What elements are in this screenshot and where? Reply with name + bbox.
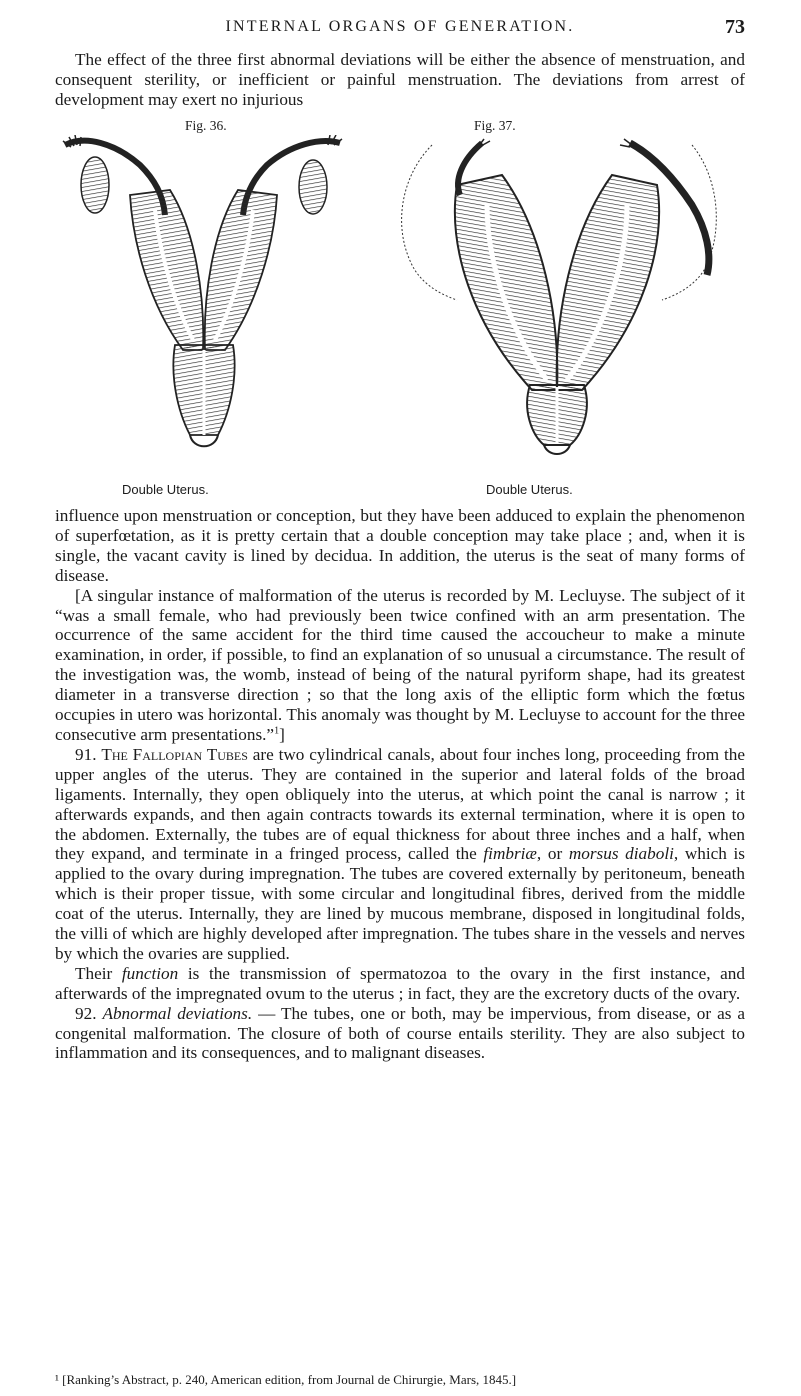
term-function: function bbox=[121, 963, 179, 983]
lecluyse-paragraph-close: ] bbox=[279, 724, 285, 744]
section-91-heading: The Fallopian Tubes bbox=[101, 744, 248, 764]
section-91-text-a: are two cylindrical canals, about four inches long, proceeding from the upper angles of the uterus. They are contained in the superior and lateral folds of the broad ligaments. Internally, they open obliquely into the uterus, at which point the canal is narrow ; it afterwards expands, and then again contracts towards its external termination, where it is open to the abdomen. Externally, the tubes are of equal thickness for about three inches and a half, when they expand, and terminate in a fringed process, called the bbox=[55, 744, 745, 864]
page-header bbox=[55, 16, 745, 40]
abnormal-deviations-paragraph bbox=[55, 1004, 745, 1064]
lecluyse-paragraph-text: [A singular instance of malformation of the uterus is recorded by M. Lecluyse. The subject of it “was a small female, who had previously been twice confined with an arm presentation. The occurrence of the same accident for the third time caused the accoucheur to make a minute examination, in order, if possible, to find an explanation of so unusual a circumstance. The result of the investigation was, the womb, instead of being of the natural pyriform shape, had its greatest diameter in a transverse direction ; so that the long axis of the elliptic form which the fœtus occupies in utero was horizontal. This anomaly was thought by M. Lecluyse to account for the three consecutive arm presentations.” bbox=[55, 585, 745, 744]
lecluyse-paragraph bbox=[55, 586, 745, 745]
section-91-text-or: , or bbox=[536, 844, 569, 864]
running-head: INTERNAL ORGANS OF GENERATION. bbox=[225, 18, 575, 35]
footnote-reference: 1 bbox=[274, 725, 280, 737]
term-fimbriae: fimbriæ bbox=[483, 844, 537, 864]
body-text bbox=[55, 506, 745, 1063]
figure-36-label: Fig. 36. bbox=[185, 118, 227, 133]
page-number: 73 bbox=[725, 16, 745, 38]
figure-36-double-uterus-illustration bbox=[55, 135, 350, 470]
continuation-paragraph: influence upon menstruation or conception, but they have been adduced to explain the phenomenon of superfœtation, as it is pretty certain that a double conception may take place ; and, when it is single, the vacant cavity is lined by decidua. In addition, the uterus is the seat of many forms of disease. bbox=[55, 506, 745, 585]
fallopian-tubes-paragraph bbox=[55, 745, 745, 964]
figure-37-double-uterus-illustration bbox=[362, 135, 752, 470]
term-morsus-diaboli: morsus diaboli bbox=[568, 844, 674, 864]
figure-36-caption: Double Uterus. bbox=[122, 482, 209, 497]
figure-37-label: Fig. 37. bbox=[474, 118, 516, 133]
function-text-a: Their bbox=[75, 963, 122, 983]
intro-paragraph-block bbox=[55, 50, 745, 110]
intro-paragraph: The effect of the three first abnormal deviations will be either the absence of menstruation, and consequent sterility, or inefficient or painful menstruation. The deviations from arrest of development may exert no injurious bbox=[55, 50, 745, 109]
function-paragraph bbox=[55, 964, 745, 1004]
section-92-number: 92. bbox=[75, 1003, 103, 1023]
section-91-text-b: , which is applied to the ovary during impregnation. The tubes are covered externally by peritoneum, beneath which is their proper tissue, with some circular and longitudinal fibres, derived from the middle coat of the uterus. Internally, they are lined by mucous membrane, disposed in longitudinal folds, the villi of which are highly developed after impregnation. The tubes share in the vessels and nerves by which the ovaries are supplied. bbox=[55, 844, 745, 963]
section-92-heading: Abnormal deviations. bbox=[102, 1003, 253, 1023]
figure-37-caption: Double Uterus. bbox=[486, 482, 573, 497]
section-91-number: 91. bbox=[75, 744, 102, 764]
section-92-text: — The tubes, one or both, may be impervious, from disease, or as a congenital malformation. The closure of both of course entails sterility. They are also subject to inflammation and its consequences, and to malignant diseases. bbox=[55, 1003, 745, 1063]
footnote: ¹ [Ranking’s Abstract, p. 240, American edition, from Journal de Chirurgie, Mars, 1845.] bbox=[55, 1372, 517, 1387]
function-text-b: is the transmission of spermatozoa to the ovary in the first instance, and afterwards of the impregnated ovum to the uterus ; in fact, they are the excretory ducts of the ovary. bbox=[55, 963, 745, 1003]
